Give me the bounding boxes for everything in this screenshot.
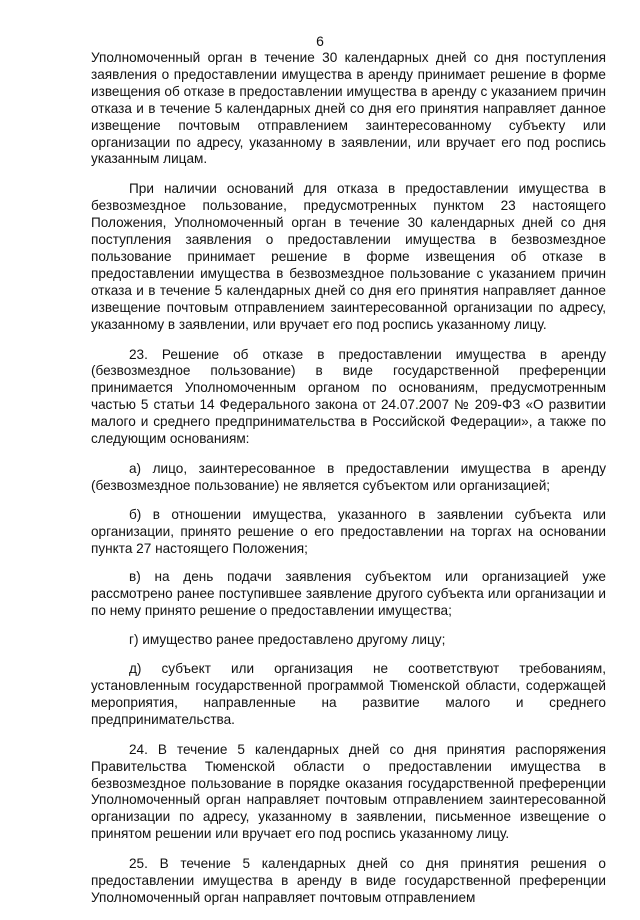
paragraph-23-item-b: б) в отношении имущества, указанного в заявлении субъекта или организации, принято решение о его предоставлении на торгах на основании пункта 27 настоящего Положения; [91, 506, 606, 556]
paragraph-23-item-a: а) лицо, заинтересованное в предоставлении имущества в аренду (безвозмездное пользование) не является субъектом или организацией; [91, 460, 606, 493]
paragraph-23-item-g: г) имущество ранее предоставлено другому лицу; [129, 632, 446, 648]
paragraph-refusal-lease-notice: Уполномоченный орган в течение 30 календарных дней со дня поступления заявления о предоставлении имущества в аренду принимает решение в форме извещения об отказе в предоставлении имущества в аренду с указанием причин отказа и в течение 5 календарных дней со дня его принятия направляет данное извещение почтовым отправлением заинтересованному субъекту или организации по адресу, указанному в заявлении, или вручает его под роспись указанным лицам. [91, 50, 606, 167]
paragraph-23-item-v: в) на день подачи заявления субъектом или организацией уже рассмотрено ранее поступившее заявление другого субъекта или организации и по нему принято решение о предоставлении имущества; [91, 569, 606, 619]
paragraph-25: 25. В течение 5 календарных дней со дня принятия решения о предоставлении имущества в аренду в виде государственной преференции Уполномоченный орган направляет почтовым отправлением [91, 856, 606, 905]
paragraph-refusal-free-use: При наличии оснований для отказа в предоставлении имущества в безвозмездное пользование, предусмотренных пунктом 23 настоящего Положения, Уполномоченный орган в течение 30 календарных дней со дня поступления заявления о предоставлении имущества в безвозмездное пользование принимает решение в форме извещения об отказе в предоставлении имущества в безвозмездное пользование с указанием причин отказа и в течение 5 календарных дней со дня его принятия направляет данное извещение почтовым отправлением заинтересованной организации по адресу, указанному в заявлении, или вручает его под роспись указанному лицу. [91, 181, 606, 332]
paragraph-23-item-d: д) субъект или организация не соответствуют требованиям, установленным государственной программой Тюменской области, содержащей мероприятия, направленные на развитие малого и среднего предпринимательства. [91, 661, 606, 727]
paragraph-24: 24. В течение 5 календарных дней со дня принятия распоряжения Правительства Тюменской области о предоставлении имущества в безвозмездное пользование в порядке оказания государственной преференции Уполномоченный орган направляет почтовым отправлением заинтересованной организации по адресу, указанному в заявлении, письменное извещение о принятом решении или вручает его под роспись указанному лицу. [91, 741, 606, 842]
page-number: 6 [316, 33, 324, 49]
document-body [91, 50, 606, 920]
paragraph-23: 23. Решение об отказе в предоставлении имущества в аренду (безвозмездное пользование) в виде государственной преференции принимается Уполномоченным органом по основаниям, предусмотренным частью 5 статьи 14 Федерального закона от 24.07.2007 № 209-ФЗ «О развитии малого и среднего предпринимательства в Российской Федерации», а также по следующим основаниям: [91, 346, 606, 447]
